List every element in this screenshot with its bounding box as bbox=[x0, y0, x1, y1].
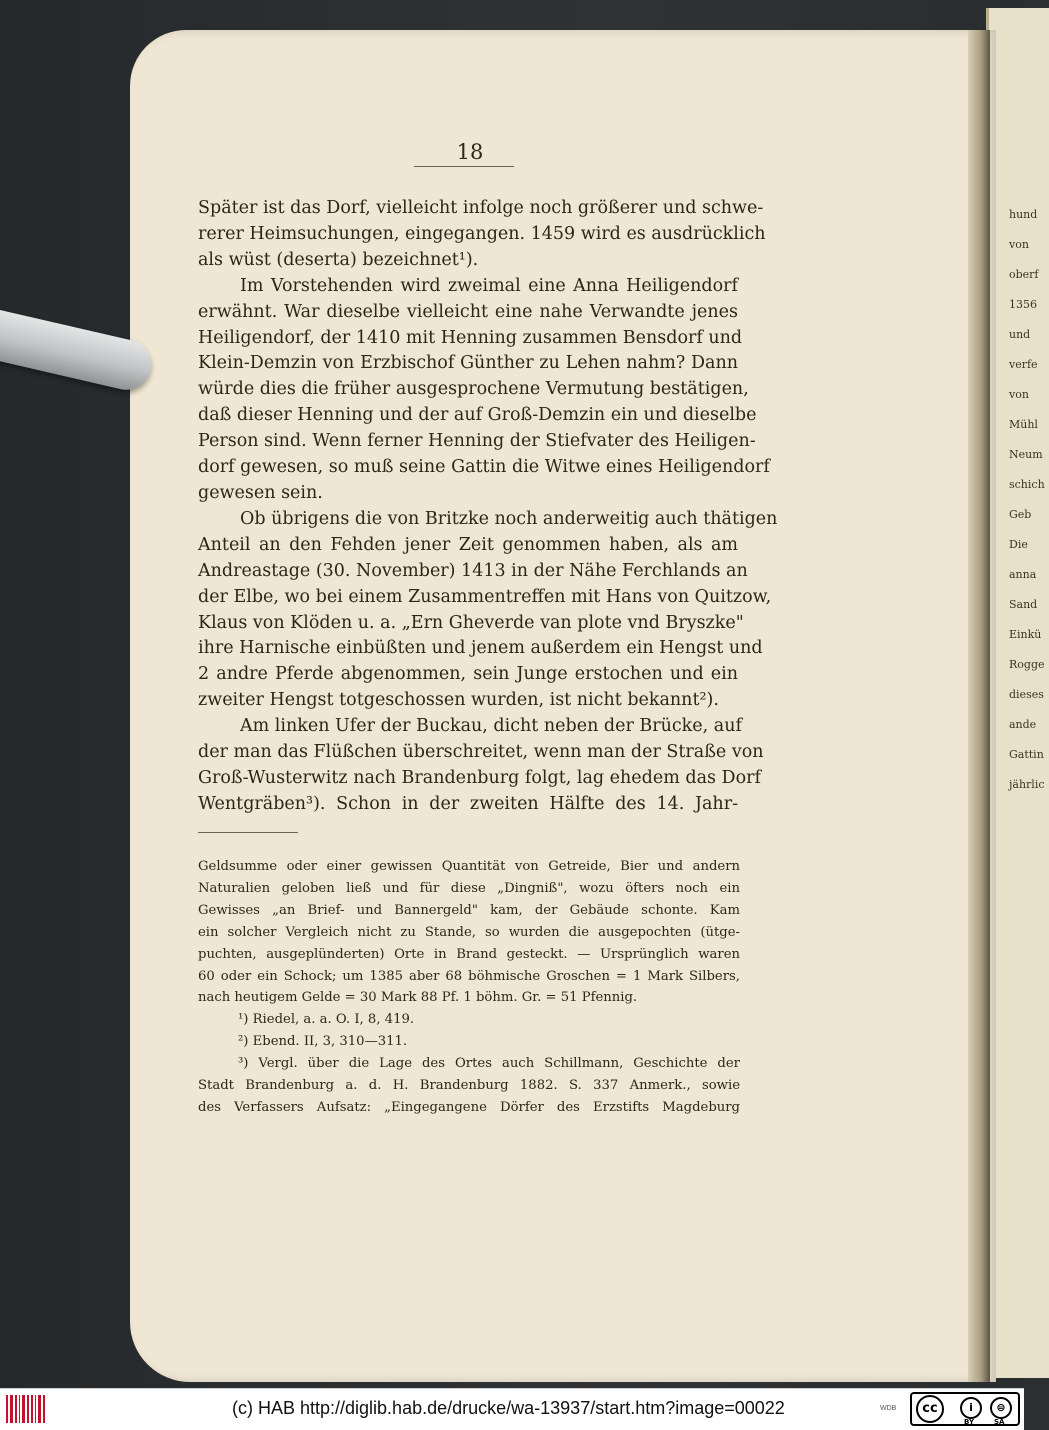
text-line: erwähnt. War dieselbe vielleicht eine nahe Verwandte jenes bbox=[198, 301, 738, 322]
copyright-url: (c) HAB http://diglib.hab.de/drucke/wa-13937/start.htm?image=00022 bbox=[232, 1398, 785, 1418]
text-line: Später ist das Dorf, vielleicht infolge noch größerer und schwe- bbox=[198, 198, 764, 218]
adjacent-page-edge: hund von oberf 1356 und verfe von Mühl Neum schich Geb Die anna Sand Einkü Rogge dieses ande Gattin jährlic bbox=[986, 8, 1049, 1378]
wdb-mark: WDB bbox=[880, 1405, 897, 1412]
footnote-line: Geldsumme oder einer gewissen Quantität von Getreide, Bier und andern bbox=[198, 859, 740, 874]
footnote-line: ²) Ebend. II, 3, 310—311. bbox=[238, 1034, 408, 1050]
footnote-line: nach heutigem Gelde = 30 Mark 88 Pf. 1 böhm. Gr. = 51 Pfennig. bbox=[198, 990, 638, 1006]
cc-icon: cc bbox=[916, 1395, 944, 1423]
text-line: Person sind. Wenn ferner Henning der Stiefvater des Heiligen- bbox=[198, 431, 756, 452]
footnote-line: Naturalien geloben ließ und für diese „Dingniß", wozu öfters noch ein bbox=[198, 880, 740, 896]
footnotes bbox=[198, 856, 740, 1119]
footnote-line: puchten, ausgeplünderten) Orte in Brand gesteckt. — Ursprünglich waren bbox=[198, 946, 740, 962]
footnote-line: ³) Vergl. über die Lage des Ortes auch Schillmann, Geschichte der bbox=[238, 1056, 740, 1072]
text-line: würde dies die früher ausgesprochene Vermutung bestätigen, bbox=[198, 379, 749, 400]
footnote-line: ¹) Riedel, a. a. O. I, 8, 419. bbox=[238, 1012, 415, 1028]
text-line: gewesen sein. bbox=[198, 482, 323, 503]
text-line: 2 andre Pferde abgenommen, sein Junge erstochen und ein bbox=[198, 664, 738, 685]
main-text bbox=[198, 196, 778, 818]
page-number: 18 bbox=[456, 140, 484, 164]
text-line: Am linken Ufer der Buckau, dicht neben der Brücke, auf bbox=[240, 716, 742, 737]
footnote-line: ein solcher Vergleich nicht zu Stande, so wurden die ausgepochten (ütge- bbox=[198, 924, 740, 940]
footnote-rule bbox=[198, 832, 298, 833]
text-line: Klaus von Klöden u. a. „Ern Gheverde van plote vnd Bryszke" bbox=[198, 612, 744, 633]
page-number-rule bbox=[414, 166, 514, 167]
attribution-icon: i bbox=[960, 1397, 982, 1419]
text-line: Im Vorstehenden wird zweimal eine Anna Heiligendorf bbox=[240, 275, 738, 296]
text-line: Heiligendorf, der 1410 mit Henning zusammen Bensdorf und bbox=[198, 327, 743, 348]
text-line: rerer Heimsuchungen, eingegangen. 1459 wird es ausdrücklich bbox=[198, 223, 766, 244]
text-line: Wentgräben³). Schon in der zweiten Hälfte des 14. Jahr- bbox=[198, 793, 738, 814]
footnote-line: des Verfassers Aufsatz: „Eingegangene Dörfer des Erzstifts Magdeburg bbox=[198, 1099, 740, 1115]
sa-label: SA bbox=[994, 1418, 1005, 1426]
cc-license-badge[interactable] bbox=[910, 1392, 1020, 1426]
footnote-line: Gewisses „an Brief- und Bannergeld" kam, der Gebäude schonte. Kam bbox=[198, 902, 740, 918]
text-line: zweiter Hengst totgeschossen wurden, ist nicht bekannt²). bbox=[198, 690, 719, 711]
text-line: Andreastage (30. November) 1413 in der Nähe Ferchlands an bbox=[198, 560, 748, 581]
text-line: Klein-Demzin von Erzbischof Günther zu Lehen nahm? Dann bbox=[198, 353, 738, 374]
barcode-logo-icon bbox=[6, 1395, 46, 1423]
viewer-footer bbox=[0, 1388, 1024, 1430]
text-line: Groß-Wusterwitz nach Brandenburg folgt, lag ehedem das Dorf bbox=[198, 767, 761, 788]
text-line: Ob übrigens die von Britzke noch anderweitig auch thätigen bbox=[240, 508, 778, 529]
share-alike-icon: ⊜ bbox=[990, 1397, 1012, 1419]
by-label: BY bbox=[964, 1418, 975, 1426]
text-line: als wüst (deserta) bezeichnet¹). bbox=[198, 249, 479, 270]
page-gutter bbox=[968, 30, 990, 1382]
text-line: der man das Flüßchen überschreitet, wenn man der Straße von bbox=[198, 742, 764, 763]
text-line: der Elbe, wo bei einem Zusammentreffen mit Hans von Quitzow, bbox=[198, 586, 772, 607]
footnote-line: Stadt Brandenburg a. d. H. Brandenburg 1882. S. 337 Anmerk., sowie bbox=[198, 1078, 740, 1094]
text-line: dorf gewesen, so muß seine Gattin die Witwe eines Heiligendorf bbox=[198, 457, 770, 478]
footnote-line: 60 oder ein Schock; um 1385 aber 68 böhmische Groschen = 1 Mark Silbers, bbox=[198, 968, 740, 984]
text-line: Anteil an den Fehden jener Zeit genommen haben, als am bbox=[198, 534, 738, 555]
text-line: ihre Harnische einbüßten und jenem außerdem ein Hengst und bbox=[198, 638, 763, 659]
text-line: daß dieser Henning und der auf Groß-Demzin ein und dieselbe bbox=[198, 405, 757, 426]
